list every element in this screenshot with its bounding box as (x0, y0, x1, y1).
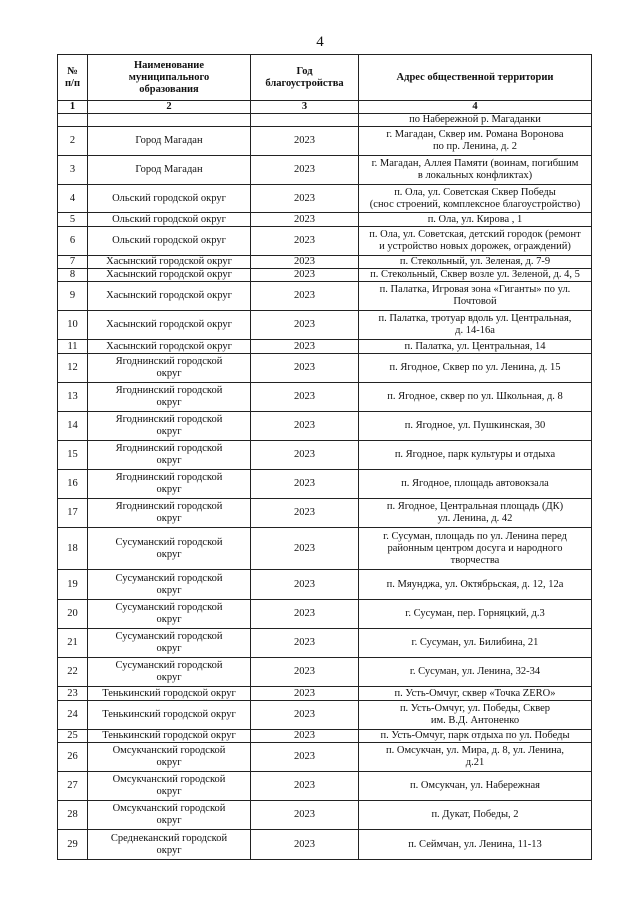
municipality-cell: Сусуманский городской округ (88, 658, 251, 687)
year-cell: 2023 (251, 658, 359, 687)
table-row (58, 629, 592, 658)
year-cell: 2023 (251, 354, 359, 383)
table-row (58, 282, 592, 311)
municipality-cell: Ягоднинский городской округ (88, 412, 251, 441)
address-cell: п. Усть-Омчуг, парк отдыха по ул. Победы (359, 730, 592, 743)
year-cell: 2023 (251, 701, 359, 730)
year-cell: 2023 (251, 441, 359, 470)
row-number: 28 (58, 801, 88, 830)
table-row (58, 570, 592, 600)
year-cell: 2023 (251, 340, 359, 354)
table-row (58, 340, 592, 354)
row-number: 16 (58, 470, 88, 499)
municipality-cell: Хасынский городской округ (88, 311, 251, 340)
table-row (58, 227, 592, 256)
address-cell: г. Магадан, Сквер им. Романа Воронова по пр. Ленина, д. 2 (359, 127, 592, 156)
address-cell: п. Ягодное, ул. Пушкинская, 30 (359, 412, 592, 441)
address-cell: г. Сусуман, ул. Ленина, 32-34 (359, 658, 592, 687)
municipality-cell: Ольский городской округ (88, 185, 251, 213)
address-cell: п. Мяунджа, ул. Октябрьская, д. 12, 12а (359, 570, 592, 600)
address-cell: п. Ягодное, площадь автовокзала (359, 470, 592, 499)
page-number: 4 (316, 34, 324, 50)
municipality-cell: Хасынский городской округ (88, 340, 251, 354)
year-cell: 2023 (251, 570, 359, 600)
year-cell: 2023 (251, 629, 359, 658)
empty-cell (58, 114, 88, 127)
row-number: 21 (58, 629, 88, 658)
municipality-cell: Среднеканский городской округ (88, 830, 251, 860)
municipality-cell: Ягоднинский городской округ (88, 441, 251, 470)
municipality-cell: Тенькинский городской округ (88, 730, 251, 743)
column-number: 4 (359, 101, 592, 114)
year-cell: 2023 (251, 185, 359, 213)
table-row (58, 499, 592, 528)
address-cell: п. Палатка, тротуар вдоль ул. Центральная, д. 14-16а (359, 311, 592, 340)
table-row (58, 412, 592, 441)
header-year: Год благоустройства (251, 55, 359, 101)
table-header-row (58, 55, 592, 101)
municipality-cell: Омсукчанский городской округ (88, 801, 251, 830)
municipality-cell: Сусуманский городской округ (88, 629, 251, 658)
year-cell: 2023 (251, 687, 359, 701)
header-municipality: Наименование муниципального образования (88, 55, 251, 101)
table-row (58, 185, 592, 213)
public-territories-table (57, 54, 592, 860)
row-number: 2 (58, 127, 88, 156)
row-number: 14 (58, 412, 88, 441)
address-cell: г. Магадан, Аллея Памяти (воинам, погибшим в локальных конфликтах) (359, 156, 592, 185)
table-row (58, 528, 592, 570)
row-number: 19 (58, 570, 88, 600)
table-row (58, 600, 592, 629)
municipality-cell: Ягоднинский городской округ (88, 383, 251, 412)
row-number: 26 (58, 743, 88, 772)
municipality-cell: Сусуманский городской округ (88, 570, 251, 600)
empty-cell (88, 114, 251, 127)
row-number: 13 (58, 383, 88, 412)
row-number: 9 (58, 282, 88, 311)
table-row (58, 801, 592, 830)
row-number: 18 (58, 528, 88, 570)
row-number: 12 (58, 354, 88, 383)
row-number: 4 (58, 185, 88, 213)
row-number: 8 (58, 269, 88, 282)
address-cell: п. Сеймчан, ул. Ленина, 11-13 (359, 830, 592, 860)
year-cell: 2023 (251, 269, 359, 282)
year-cell: 2023 (251, 412, 359, 441)
address-cell: п. Ягодное, сквер по ул. Школьная, д. 8 (359, 383, 592, 412)
municipality-cell: Хасынский городской округ (88, 269, 251, 282)
row-number: 22 (58, 658, 88, 687)
year-cell: 2023 (251, 127, 359, 156)
address-cell: г. Сусуман, ул. Билибина, 21 (359, 629, 592, 658)
row-number: 3 (58, 156, 88, 185)
year-cell: 2023 (251, 772, 359, 801)
municipality-cell: Ягоднинский городской округ (88, 499, 251, 528)
municipality-cell: Хасынский городской округ (88, 256, 251, 269)
municipality-cell: Город Магадан (88, 156, 251, 185)
header-number: № п/п (58, 55, 88, 101)
column-number-row (58, 101, 592, 114)
row-number: 15 (58, 441, 88, 470)
table-row (58, 701, 592, 730)
year-cell: 2023 (251, 227, 359, 256)
year-cell: 2023 (251, 801, 359, 830)
address-cell: п. Ягодное, парк культуры и отдыха (359, 441, 592, 470)
address-cell: п. Ягодное, Сквер по ул. Ленина, д. 15 (359, 354, 592, 383)
address-cell: п. Ола, ул. Советская Сквер Победы (снос строений, комплексное благоустройство) (359, 185, 592, 213)
table-row (58, 658, 592, 687)
address-cell: п. Усть-Омчуг, сквер «Точка ZERO» (359, 687, 592, 701)
table-row (58, 441, 592, 470)
municipality-cell: Тенькинский городской округ (88, 687, 251, 701)
year-cell: 2023 (251, 830, 359, 860)
table-row (58, 772, 592, 801)
municipality-cell: Хасынский городской округ (88, 282, 251, 311)
year-cell: 2023 (251, 730, 359, 743)
year-cell: 2023 (251, 256, 359, 269)
year-cell: 2023 (251, 383, 359, 412)
table-row (58, 743, 592, 772)
year-cell: 2023 (251, 499, 359, 528)
row-number: 10 (58, 311, 88, 340)
table-row (58, 383, 592, 412)
address-cell: п. Ягодное, Центральная площадь (ДК) ул. Ленина, д. 42 (359, 499, 592, 528)
continuation-address: по Набережной р. Магаданки (359, 114, 592, 127)
address-cell: п. Стекольный, ул. Зеленая, д. 7-9 (359, 256, 592, 269)
address-cell: п. Омсукчан, ул. Набережная (359, 772, 592, 801)
column-number: 3 (251, 101, 359, 114)
year-cell: 2023 (251, 470, 359, 499)
table-row (58, 730, 592, 743)
year-cell: 2023 (251, 600, 359, 629)
year-cell: 2023 (251, 213, 359, 227)
row-number: 23 (58, 687, 88, 701)
year-cell: 2023 (251, 282, 359, 311)
municipality-cell: Омсукчанский городской округ (88, 743, 251, 772)
address-cell: г. Сусуман, пер. Горняцкий, д.3 (359, 600, 592, 629)
address-cell: п. Ола, ул. Советская, детский городок (ремонт и устройство новых дорожек, ограждений) (359, 227, 592, 256)
municipality-cell: Тенькинский городской округ (88, 701, 251, 730)
table-row (58, 354, 592, 383)
table-row (58, 256, 592, 269)
row-number: 25 (58, 730, 88, 743)
table-row (58, 687, 592, 701)
row-number: 5 (58, 213, 88, 227)
row-number: 7 (58, 256, 88, 269)
row-number: 29 (58, 830, 88, 860)
address-cell: п. Палатка, Игровая зона «Гиганты» по ул. Почтовой (359, 282, 592, 311)
municipality-cell: Ольский городской округ (88, 227, 251, 256)
continuation-row (58, 114, 592, 127)
municipality-cell: Ягоднинский городской округ (88, 470, 251, 499)
row-number: 6 (58, 227, 88, 256)
year-cell: 2023 (251, 528, 359, 570)
row-number: 27 (58, 772, 88, 801)
row-number: 17 (58, 499, 88, 528)
address-cell: п. Палатка, ул. Центральная, 14 (359, 340, 592, 354)
municipality-cell: Сусуманский городской округ (88, 528, 251, 570)
address-cell: п. Стекольный, Сквер возле ул. Зеленой, д. 4, 5 (359, 269, 592, 282)
municipality-cell: Омсукчанский городской округ (88, 772, 251, 801)
municipality-cell: Ольский городской округ (88, 213, 251, 227)
table-row (58, 830, 592, 860)
table-row (58, 156, 592, 185)
row-number: 20 (58, 600, 88, 629)
table-row (58, 213, 592, 227)
address-cell: п. Дукат, Победы, 2 (359, 801, 592, 830)
table-row (58, 311, 592, 340)
municipality-cell: Город Магадан (88, 127, 251, 156)
address-cell: п. Ола, ул. Кирова , 1 (359, 213, 592, 227)
year-cell: 2023 (251, 156, 359, 185)
year-cell: 2023 (251, 311, 359, 340)
column-number: 2 (88, 101, 251, 114)
address-cell: п. Омсукчан, ул. Мира, д. 8, ул. Ленина, д.21 (359, 743, 592, 772)
table-row (58, 269, 592, 282)
empty-cell (251, 114, 359, 127)
row-number: 24 (58, 701, 88, 730)
municipality-cell: Сусуманский городской округ (88, 600, 251, 629)
municipality-cell: Ягоднинский городской округ (88, 354, 251, 383)
year-cell: 2023 (251, 743, 359, 772)
column-number: 1 (58, 101, 88, 114)
row-number: 11 (58, 340, 88, 354)
table-row (58, 127, 592, 156)
address-cell: г. Сусуман, площадь по ул. Ленина перед районным центром досуга и народного творчества (359, 528, 592, 570)
address-cell: п. Усть-Омчуг, ул. Победы, Сквер им. В.Д. Антоненко (359, 701, 592, 730)
table-row (58, 470, 592, 499)
header-address: Адрес общественной территории (359, 55, 592, 101)
